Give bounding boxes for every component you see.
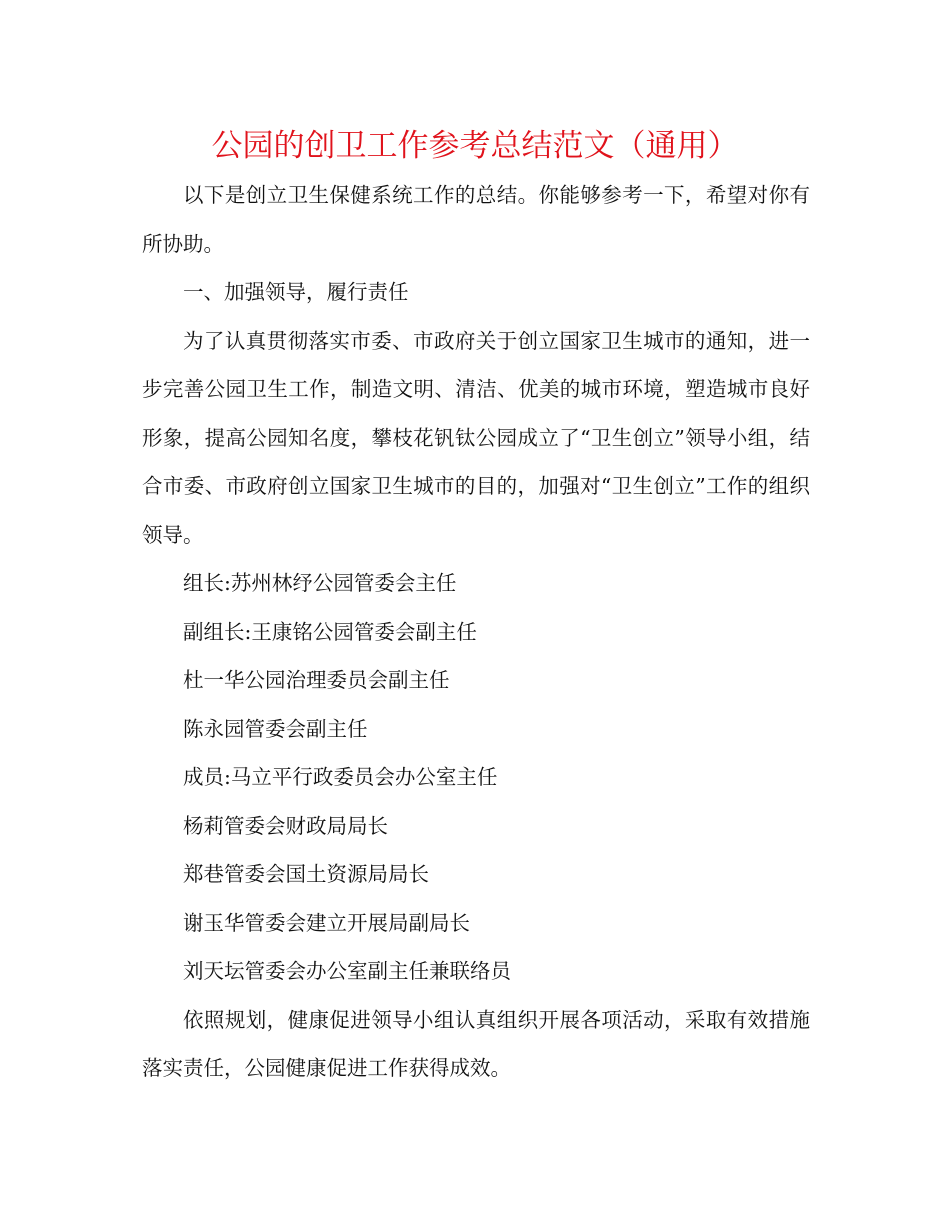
paragraph-background: 为了认真贯彻落实市委、市政府关于创立国家卫生城市的通知，进一步完善公园卫生工作，制造文明、清洁、优美的城市环境，塑造城市良好形象，提高公园知名度，攀枝花钒钛公园成立了“卫生创立”领导小组，结合市委、市政府创立国家卫生城市的目的，加强对“卫生创立”工作的组织领导。 <box>142 328 810 547</box>
document-body <box>142 171 810 1093</box>
member-line-deputy-3: 陈永园管委会副主任 <box>183 716 368 741</box>
member-line-finance: 杨莉管委会财政局局长 <box>183 813 388 838</box>
member-line-deputy-leader: 副组长:王康铭公园管委会副主任 <box>183 619 477 644</box>
member-line-deputy-2: 杜一华公园治理委员会副主任 <box>183 668 450 692</box>
page-title: 公园的创卫工作参考总结范文（通用） <box>211 128 739 164</box>
paragraph-conclusion: 依照规划，健康促进领导小组认真组织开展各项活动，采取有效措施落实责任，公园健康促进工作获得成效。 <box>142 1007 810 1080</box>
section-heading: 一、加强领导，履行责任 <box>183 280 409 304</box>
member-line-development: 谢玉华管委会建立开展局副局长 <box>183 910 470 935</box>
paragraph-intro: 以下是创立卫生保健系统工作的总结。你能够参考一下，希望对你有所协助。 <box>142 183 810 256</box>
member-line-land: 郑巷管委会国土资源局局长 <box>183 862 429 886</box>
member-line-members: 成员:马立平行政委员会办公室主任 <box>183 765 498 789</box>
member-line-leader: 组长:苏州林纾公园管委会主任 <box>183 571 457 595</box>
member-line-liaison: 刘天坛管委会办公室副主任兼联络员 <box>183 959 511 983</box>
